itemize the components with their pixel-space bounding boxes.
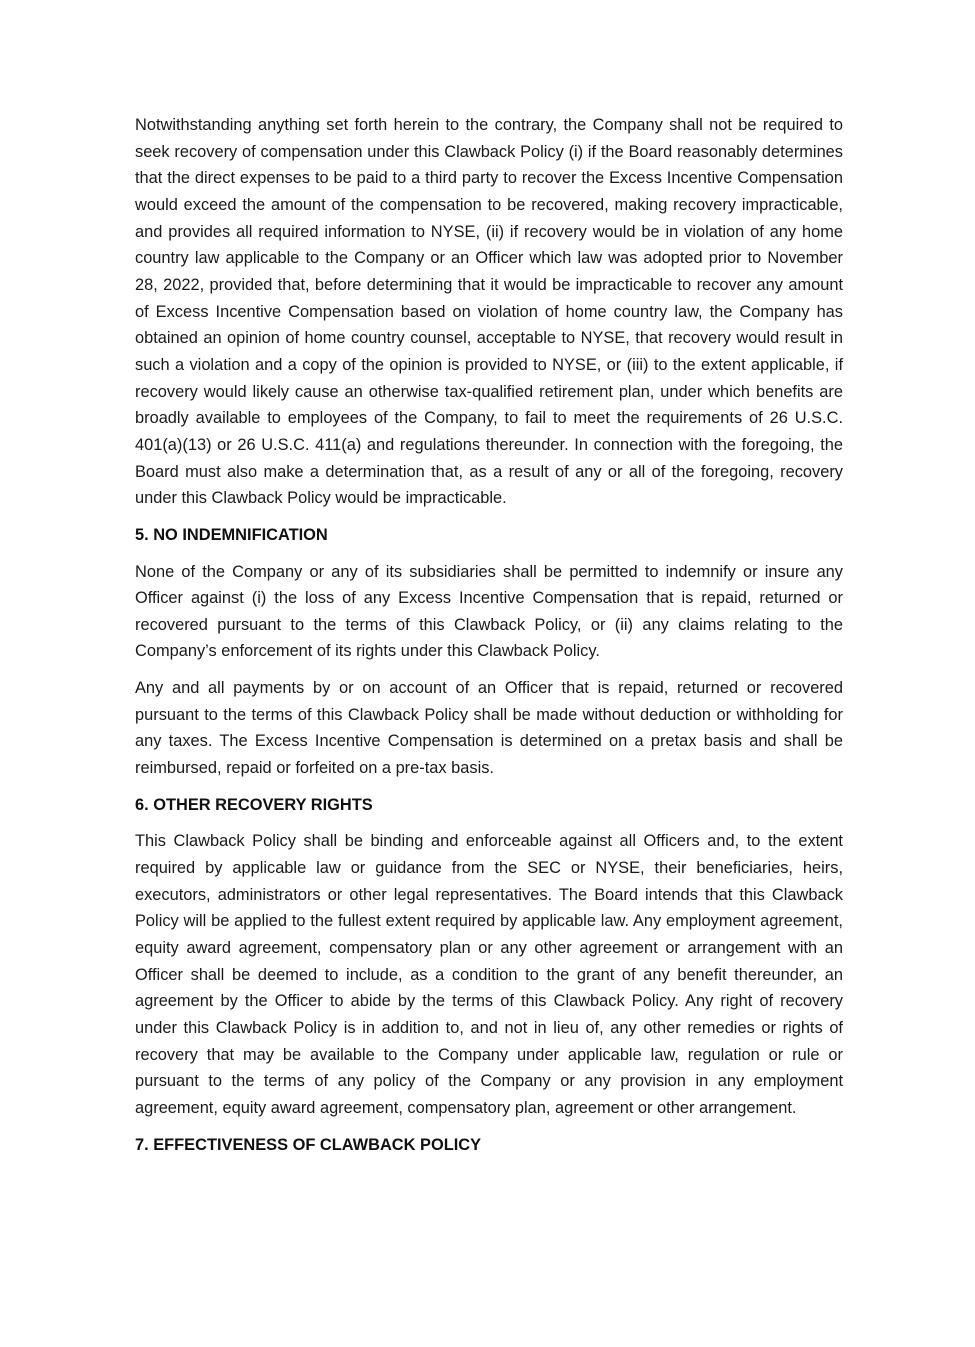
section-heading-no-indemnification: 5. NO INDEMNIFICATION <box>135 525 328 544</box>
tax-withholding-paragraph: Any and all payments by or on account of an Officer that is repaid, returned or recovered pursuant to the terms of this Clawback Policy shall be made without deduction or withholding for any taxes. The Excess Incentive Compensation is determined on a pretax basis and shall be reimbursed, repaid or forfeited on a pre-tax basis. <box>135 679 843 778</box>
section-heading-effectiveness: 7. EFFECTIVENESS OF CLAWBACK POLICY <box>135 1135 482 1154</box>
other-recovery-rights-paragraph: This Clawback Policy shall be binding and enforceable against all Officers and, to the extent required by applicable law or guidance from the SEC or NYSE, their beneficiaries, heirs, executors, administrators or other legal representatives. The Board intends that this Clawback Policy will be applied to the fullest extent required by applicable law. Any employment agreement, equity award agreement, compensatory plan or any other agreement or arrangement with an Officer shall be deemed to include, as a condition to the grant of any benefit thereunder, an agreement by the Officer to abide by the terms of this Clawback Policy. Any right of recovery under this Clawback Policy is in addition to, and not in lieu of, any other remedies or rights of recovery that may be available to the Company under applicable law, regulation or rule or pursuant to the terms of any policy of the Company or any provision in any employment agreement, equity award agreement, compensatory plan, agreement or other arrangement. <box>135 832 843 1117</box>
section-heading-other-recovery-rights: 6. OTHER RECOVERY RIGHTS <box>135 795 373 814</box>
document-page <box>135 112 843 1168</box>
indemnification-paragraph: None of the Company or any of its subsidiaries shall be permitted to indemnify or insure any Officer against (i) the loss of any Excess Incentive Compensation that is repaid, returned or recovered pursuant to the terms of this Clawback Policy, or (ii) any claims relating to the Company’s enforcement of its rights under this Clawback Policy. <box>135 562 843 661</box>
impracticability-paragraph: Notwithstanding anything set forth herein to the contrary, the Company shall not be required to seek recovery of compensation under this Clawback Policy (i) if the Board reasonably determines that the direct expenses to be paid to a third party to recover the Excess Incentive Compensation would exceed the amount of the compensation to be recovered, making recovery impracticable, and provides all required information to NYSE, (ii) if recovery would be in violation of any home country law applicable to the Company or an Officer which law was adopted prior to November 28, 2022, provided that, before determining that it would be impracticable to recover any amount of Excess Incentive Compensation based on violation of home country law, the Company has obtained an opinion of home country counsel, acceptable to NYSE, that recovery would result in such a violation and a copy of the opinion is provided to NYSE, or (iii) to the extent applicable, if recovery would likely cause an otherwise tax-qualified retirement plan, under which benefits are broadly available to employees of the Company, to fail to meet the requirements of 26 U.S.C. 401(a)(13) or 26 U.S.C. 411(a) and regulations thereunder. In connection with the foregoing, the Board must also make a determination that, as a result of any or all of the foregoing, recovery under this Clawback Policy would be impracticable. <box>135 116 843 508</box>
